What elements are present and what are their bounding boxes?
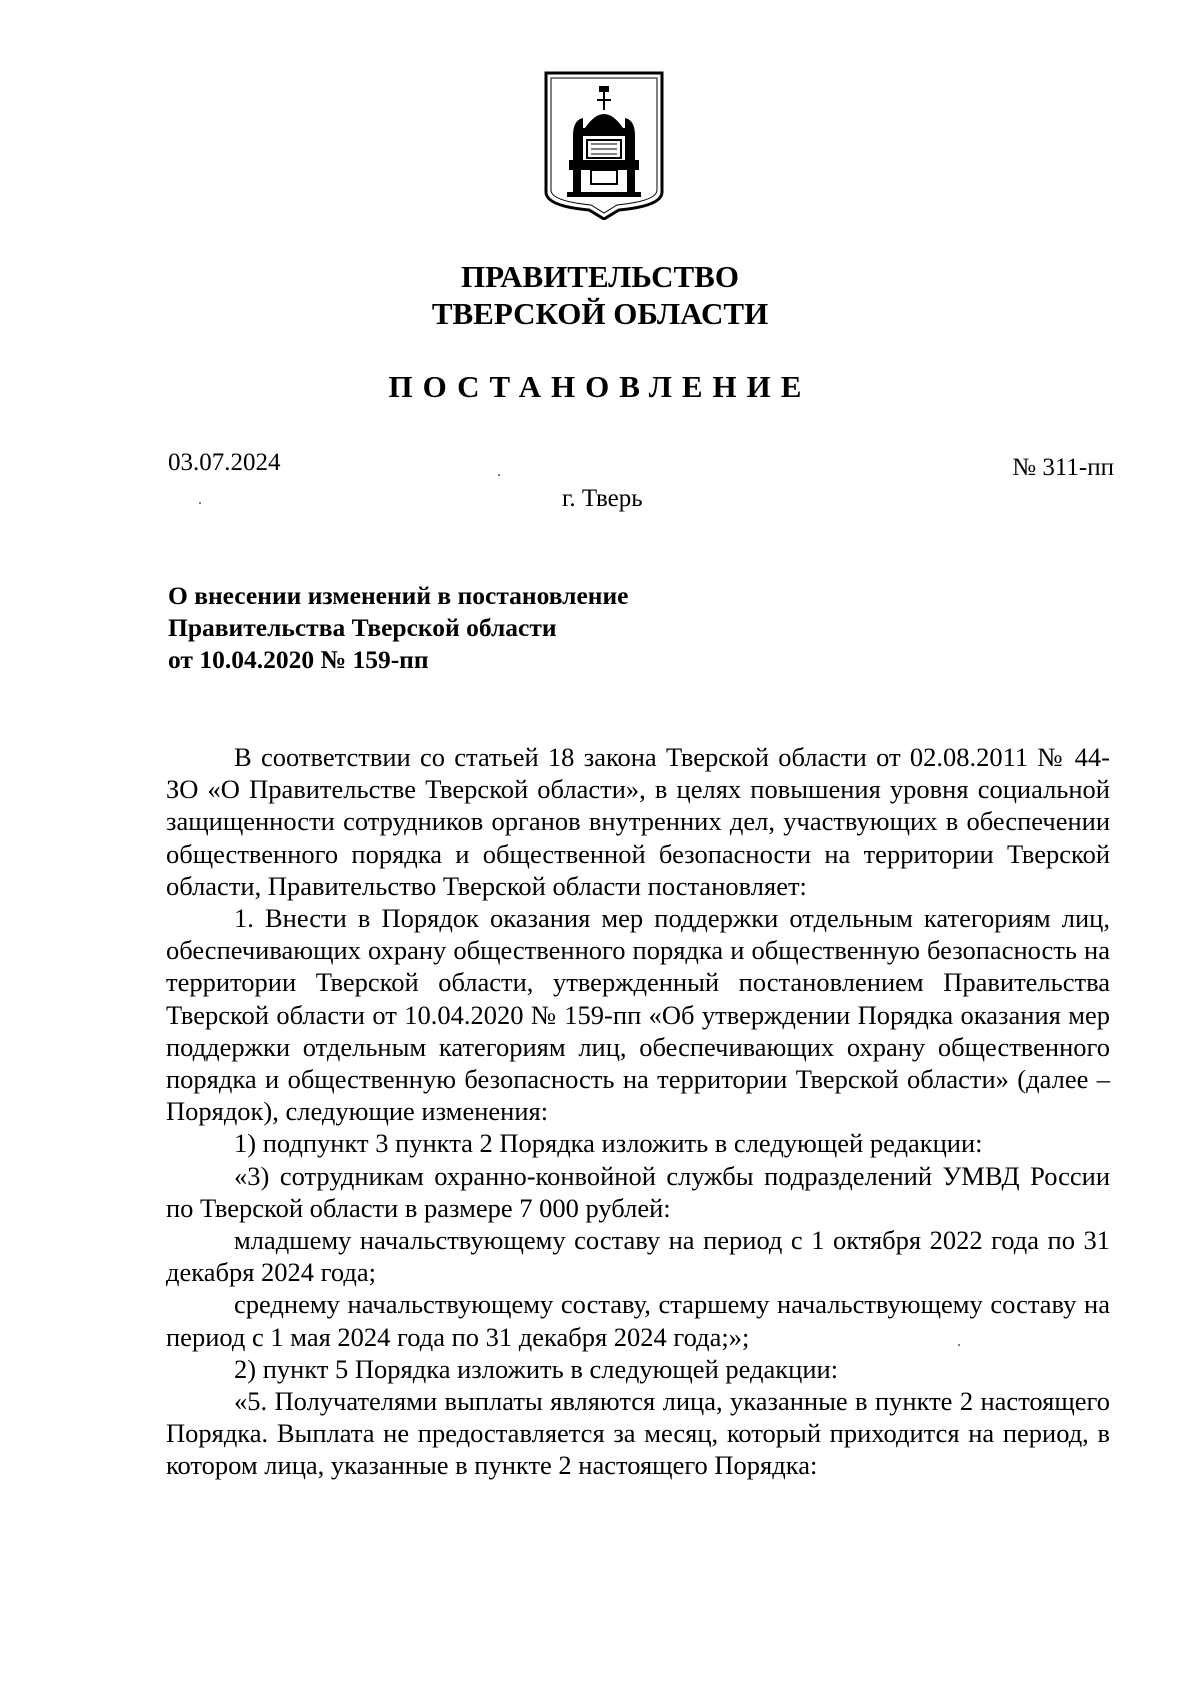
- intro-paragraph: В соответствии со статьей 18 закона Тверской области от 02.08.2011 № 44-ЗО «О Правительстве Тверской области», в целях повышения уровня социальной защищенности сотрудников органов внутренних дел, участвующих в обеспечении общественного порядка и общественной безопасности на территории Тверской области, Правительство Тверской области постановляет:: [166, 742, 1110, 901]
- item-1-paragraph: 1. Внести в Порядок оказания мер поддержки отдельным категориям лиц, обеспечивающих охрану общественного порядка и общественную безопасность на территории Тверской области, утвержденный постановлением Правительства Тверской области от 10.04.2020 № 159-пп «Об утверждении Порядка оказания мер поддержки отдельным категориям лиц, обеспечивающих охрану общественного порядка и общественную безопасность на территории Тверской области» (далее – Порядок), следующие изменения:: [166, 903, 1110, 1127]
- subitem-2-text: «5. Получателями выплаты являются лица, указанные в пункте 2 настоящего Порядка. Выплата не предоставляется за месяц, который приходится на период, в котором лица, указанные в пункте 2 настоящего Порядка:: [166, 1386, 1110, 1481]
- subitem-1-paragraph: 1) подпункт 3 пункта 2 Порядка изложить в следующей редакции:: [234, 1128, 983, 1159]
- document-type-title: ПОСТАНОВЛЕНИЕ: [388, 369, 812, 404]
- document-city: г. Тверь: [562, 485, 643, 512]
- scan-speck: [958, 1344, 960, 1346]
- subject-line3: от 10.04.2020 № 159-пп: [168, 645, 429, 674]
- subject-line1: О внесении изменений в постановление: [168, 581, 629, 610]
- subject-line2: Правительства Тверской области: [168, 613, 557, 642]
- middle-staff-paragraph: среднему начальствующему составу, старшему начальствующему составу на период с 1 мая 2024 года по 31 декабря 2024 года;»;: [166, 1289, 1110, 1352]
- scan-speck: [199, 502, 201, 504]
- junior-staff-paragraph: младшему начальствующему составу на период с 1 октября 2022 года по 31 декабря 2024 года;: [166, 1225, 1110, 1288]
- subitem-2-paragraph: 2) пункт 5 Порядка изложить в следующей редакции:: [234, 1353, 839, 1384]
- subitem-1-text: «3) сотрудникам охранно-конвойной службы подразделений УМВД России по Тверской области в размере 7 000 рублей:: [166, 1160, 1110, 1223]
- document-date: 03.07.2024: [168, 449, 281, 476]
- document-subject: [168, 580, 629, 676]
- document-number: № 311-пп: [1012, 454, 1114, 481]
- coat-of-arms-emblem: [543, 70, 665, 220]
- government-title-line1: ПРАВИТЕЛЬСТВО: [461, 259, 739, 294]
- government-title-line2: ТВЕРСКОЙ ОБЛАСТИ: [431, 296, 769, 331]
- document-body: [166, 741, 1110, 1482]
- scan-speck: [498, 474, 500, 476]
